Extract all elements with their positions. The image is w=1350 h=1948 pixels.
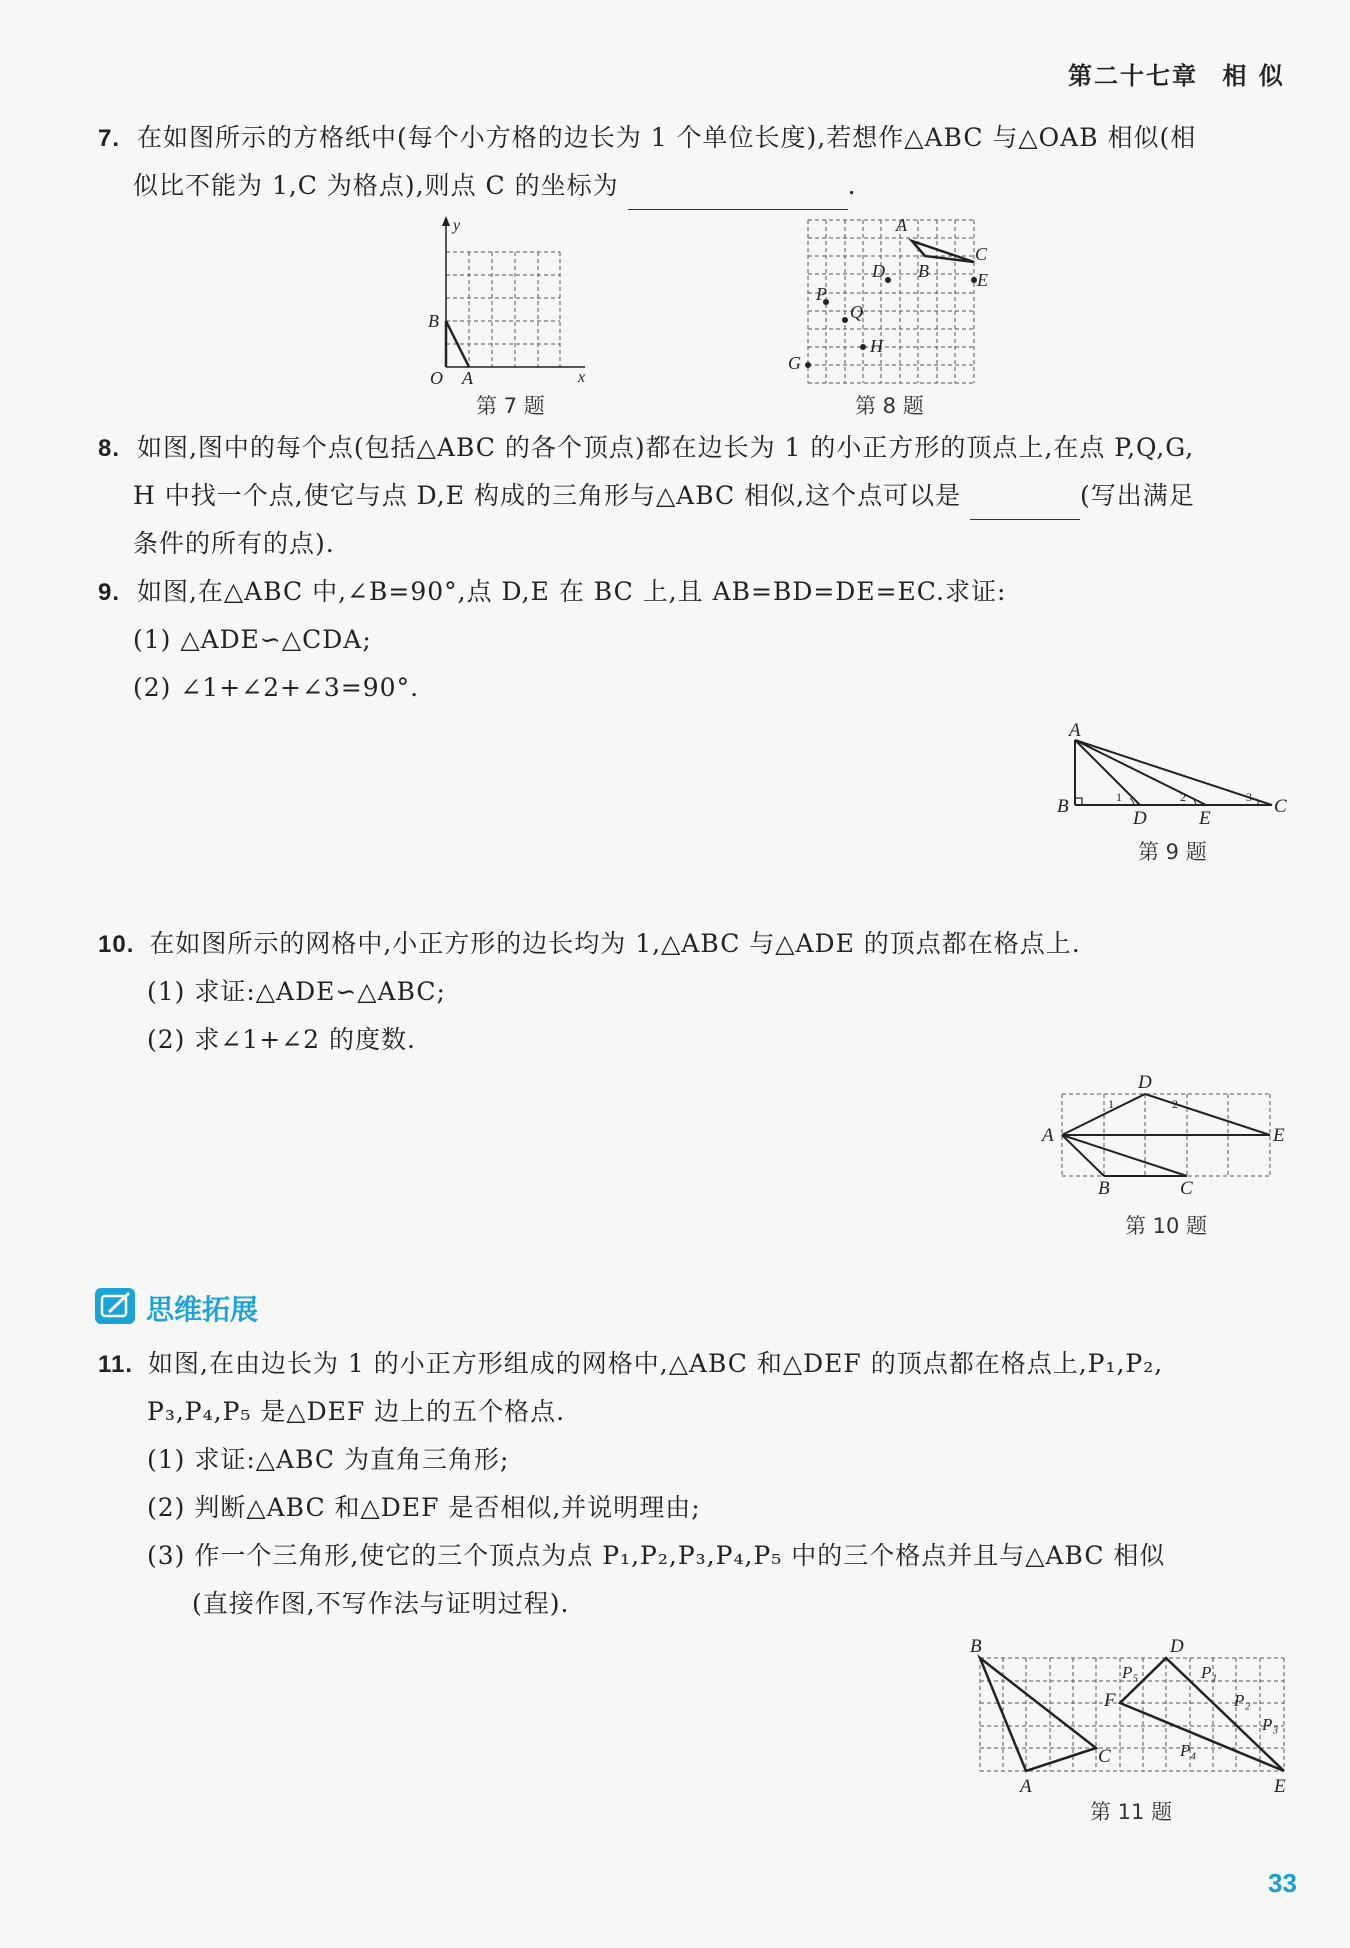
question-8-line3: 条件的所有的点). — [133, 529, 335, 558]
question-text: (写出满足 — [1080, 481, 1195, 510]
label-e: E — [977, 270, 988, 290]
figure-10-caption: 第 10 题 — [1125, 1214, 1208, 1238]
question-8 — [98, 424, 1194, 473]
figure-11-caption: 第 11 题 — [1090, 1800, 1173, 1824]
pencil-icon — [95, 1288, 135, 1324]
label-p1: P₁ — [1201, 1663, 1218, 1682]
triangle-abc — [1075, 740, 1272, 805]
question-11 — [98, 1340, 1163, 1389]
question-text: 在如图所示的网格中,小正方形的边长均为 1,△ABC 与△ADE 的顶点都在格点上. — [149, 929, 1081, 958]
question-11-part3: (3) 作一个三角形,使它的三个顶点为点 P₁,P₂,P₃,P₄,P₅ 中的三个格点并且与△ABC 相似 — [147, 1541, 1166, 1570]
question-11-line2: P₃,P₄,P₅ 是△DEF 边上的五个格点. — [147, 1397, 566, 1426]
angle-3-label: 3 — [1246, 790, 1252, 804]
question-9-part2: (2) ∠1+∠2+∠3=90°. — [133, 673, 420, 702]
angle-1-label: 1 — [1108, 1097, 1114, 1111]
label-a: A — [462, 368, 473, 388]
figure-7-caption: 第 7 题 — [476, 394, 545, 418]
label-f: F — [1104, 1690, 1116, 1711]
label-o: O — [430, 368, 443, 388]
chapter-header — [1068, 56, 1285, 91]
triangle-abc — [912, 241, 974, 262]
label-a: A — [896, 215, 907, 235]
chapter-title: 相 似 — [1222, 62, 1285, 90]
question-number: 10. — [98, 931, 135, 958]
angle-2-label: 2 — [1172, 1097, 1178, 1111]
grid — [808, 220, 974, 383]
label-p: P — [816, 284, 827, 304]
question-11-part3-line2: (直接作图,不写作法与证明过程). — [192, 1589, 570, 1618]
label-q: Q — [850, 302, 863, 322]
label-p2: P₂ — [1234, 1691, 1251, 1710]
label-d: D — [1133, 808, 1147, 828]
figure-8-caption: 第 8 题 — [855, 394, 924, 418]
figure-11 — [970, 1630, 1300, 1800]
label-a: A — [1020, 1776, 1032, 1797]
y-arrow-icon — [442, 216, 450, 226]
question-8-line2 — [133, 472, 1195, 520]
label-x: x — [578, 369, 586, 386]
question-text: . — [847, 171, 857, 200]
figure-9 — [1050, 718, 1300, 828]
figure-7 — [420, 212, 600, 392]
label-d: D — [1170, 1636, 1184, 1657]
label-y: y — [453, 217, 461, 234]
label-d: D — [872, 261, 885, 281]
figure-9-caption: 第 9 题 — [1138, 840, 1207, 864]
question-number: 11. — [98, 1351, 134, 1378]
question-11-part2: (2) 判断△ABC 和△DEF 是否相似,并说明理由; — [147, 1493, 701, 1522]
label-b: B — [428, 311, 439, 331]
label-p4: P₄ — [1180, 1741, 1197, 1760]
label-p3: P₃ — [1262, 1715, 1279, 1734]
question-text: 如图,在△ABC 中,∠B=90°,点 D,E 在 BC 上,且 AB=BD=DE=EC.求证: — [136, 577, 1007, 606]
question-11-part1: (1) 求证:△ABC 为直角三角形; — [147, 1445, 510, 1474]
question-10 — [98, 920, 1081, 969]
angle-2-label: 2 — [1180, 790, 1186, 804]
label-e: E — [1199, 808, 1211, 828]
label-b: B — [1098, 1178, 1110, 1199]
label-a: A — [1042, 1125, 1054, 1146]
section-icon — [95, 1288, 135, 1324]
question-10-part1: (1) 求证:△ADE∽△ABC; — [147, 977, 446, 1006]
angle-1-label: 1 — [1116, 790, 1122, 804]
label-b: B — [918, 261, 929, 281]
label-c: C — [1098, 1746, 1111, 1767]
answer-blank[interactable] — [970, 489, 1080, 520]
label-a: A — [1069, 720, 1081, 741]
label-c: C — [1180, 1178, 1193, 1199]
label-e: E — [1273, 1125, 1285, 1146]
label-e: E — [1274, 1776, 1286, 1797]
page-number: 33 — [1268, 1868, 1297, 1898]
label-b: B — [970, 1636, 982, 1657]
question-9 — [98, 568, 1006, 617]
label-c: C — [975, 244, 988, 264]
question-text: 如图,在由边长为 1 的小正方形组成的网格中,△ABC 和△DEF 的顶点都在格点上,P₁,P₂, — [148, 1349, 1164, 1378]
label-p5: P₅ — [1122, 1663, 1139, 1682]
label-c: C — [1274, 796, 1287, 817]
question-10-part2: (2) 求∠1+∠2 的度数. — [147, 1025, 416, 1054]
question-number: 9. — [98, 579, 121, 606]
label-h: H — [870, 336, 883, 356]
question-7-line2 — [133, 162, 857, 210]
label-b: B — [1057, 796, 1069, 817]
triangle-abc — [980, 1658, 1096, 1771]
grid — [446, 252, 560, 367]
label-d: D — [1138, 1072, 1152, 1093]
question-7 — [98, 114, 1196, 163]
answer-blank[interactable] — [628, 179, 848, 210]
question-text: H 中找一个点,使它与点 D,E 构成的三角形与△ABC 相似,这个点可以是 — [133, 481, 962, 510]
question-text: 如图,图中的每个点(包括△ABC 的各个顶点)都在边长为 1 的小正方形的顶点上,在点 P,Q,G, — [136, 433, 1195, 462]
figure-10 — [1040, 1070, 1300, 1200]
figure-8 — [780, 210, 1020, 390]
question-text: 似比不能为 1,C 为格点),则点 C 的坐标为 — [133, 171, 619, 200]
question-9-part1: (1) △ADE∽△CDA; — [133, 625, 372, 654]
label-g: G — [788, 353, 801, 373]
grid-points — [805, 277, 977, 368]
question-text: 在如图所示的方格纸中(每个小方格的边长为 1 个单位长度),若想作△ABC 与△OAB 相似(相 — [136, 123, 1197, 152]
triangles — [1062, 1094, 1270, 1176]
section-title: 思维拓展 — [146, 1293, 259, 1326]
chapter-label: 第二十七章 — [1068, 62, 1198, 90]
question-number: 8. — [98, 435, 121, 462]
question-number: 7. — [98, 125, 121, 152]
